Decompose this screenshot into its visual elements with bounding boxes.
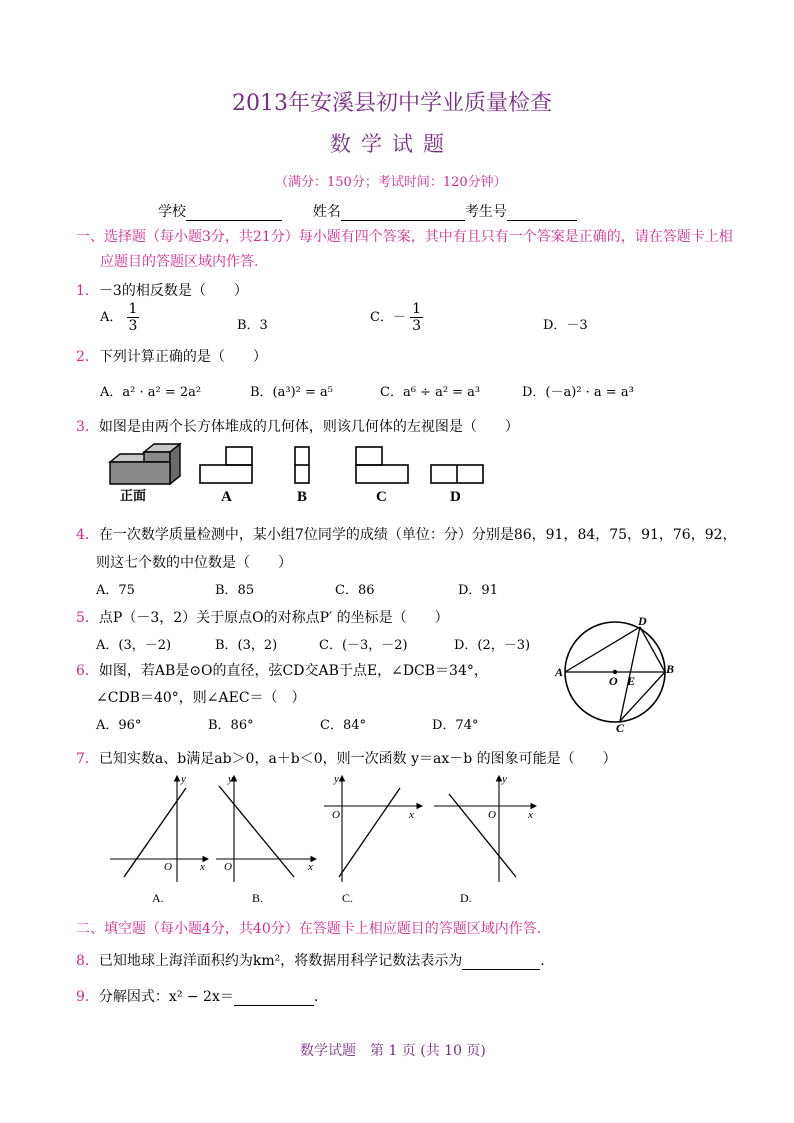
question-text: 已知实数a、b满足ab＞0，a＋b＜0，则一次函数 y＝ax－b 的图象可能是（ ） bbox=[98, 751, 617, 767]
q6-option-c: C．84° bbox=[320, 718, 366, 733]
q5-option-c: C．(－3，－2) bbox=[319, 638, 408, 653]
label-e: E bbox=[627, 674, 636, 688]
q7-graphs bbox=[104, 772, 544, 910]
q6-circle-figure bbox=[552, 612, 684, 736]
question-end: . bbox=[313, 989, 319, 1005]
q4-option-c: C．86 bbox=[335, 583, 375, 598]
label-d: D bbox=[638, 614, 647, 628]
question-9 bbox=[76, 986, 318, 1006]
axis-y-label: y bbox=[334, 773, 339, 785]
graph-b-label: B. bbox=[252, 891, 264, 905]
q5-option-d: D．(2，－3) bbox=[454, 638, 531, 653]
exam-no-field[interactable] bbox=[507, 206, 577, 221]
question-5 bbox=[76, 607, 449, 627]
question-text: 已知地球上海洋面积约为km²，将数据用科学记数法表示为 bbox=[98, 953, 463, 969]
exam-meta: （满分：150分；考试时间：120分钟） bbox=[275, 175, 507, 190]
q2-option-a: A．a² · a² = 2a² bbox=[100, 385, 202, 400]
graph-c-label: C. bbox=[342, 891, 354, 905]
student-info-row bbox=[158, 201, 577, 221]
origin-label: O bbox=[488, 809, 496, 821]
page-footer: 数学试题 第 1 页 (共 10 页) bbox=[300, 1043, 486, 1059]
name-field[interactable] bbox=[341, 206, 465, 221]
question-number: 4． bbox=[76, 527, 99, 543]
question-end: . bbox=[540, 953, 545, 969]
section2-heading: 二、填空题（每小题4分，共40分）在答题卡上相应题目的答题区域内作答. bbox=[76, 921, 542, 937]
option-label: C．－ bbox=[370, 310, 406, 325]
question-number: 6． bbox=[76, 663, 99, 679]
question-text: －3的相反数是（ ） bbox=[98, 283, 248, 299]
axis-x-label: x bbox=[409, 809, 414, 821]
origin-label: O bbox=[164, 861, 172, 873]
fraction: $\frac{1}{3}$ bbox=[412, 301, 422, 334]
graph-a bbox=[110, 776, 208, 882]
q2-option-b: B．(a³)² = a⁵ bbox=[250, 385, 333, 400]
q6-option-d: D．74° bbox=[432, 718, 479, 733]
section1-heading: 一、选择题（每小题3分，共21分）每小题有四个答案，其中有且只有一个答案是正确的，请在答题卡上相 bbox=[76, 229, 733, 245]
question-text: 点P（－3，2）关于原点O的对称点P′ 的坐标是（ ） bbox=[98, 610, 449, 626]
label-b: B bbox=[666, 662, 675, 676]
question-number: 5． bbox=[76, 610, 99, 626]
chord-db bbox=[640, 627, 665, 672]
page-subtitle: 数学试题 bbox=[330, 132, 454, 156]
option-b-figure bbox=[295, 447, 309, 483]
q1-option-b: B．3 bbox=[237, 318, 268, 333]
question-text: 下列计算正确的是（ ） bbox=[98, 349, 267, 365]
q1-option-c bbox=[370, 301, 423, 334]
school-field[interactable] bbox=[186, 206, 282, 221]
option-a-label: A bbox=[221, 489, 232, 505]
q1-option-a bbox=[100, 301, 139, 334]
q2-option-d: D．(－a)² · a = a³ bbox=[522, 385, 634, 400]
question-number: 7． bbox=[76, 751, 99, 767]
question-4-cont: 则这七个数的中位数是（ ） bbox=[96, 555, 292, 571]
question-4 bbox=[76, 524, 737, 544]
chord-ad bbox=[565, 627, 640, 672]
q4-option-d: D．91 bbox=[458, 583, 498, 598]
axis-x-label: x bbox=[200, 861, 205, 873]
origin-label: O bbox=[332, 809, 340, 821]
option-d-figure bbox=[431, 465, 483, 483]
origin-label: O bbox=[224, 861, 232, 873]
q4-option-a: A．75 bbox=[96, 583, 135, 598]
q6-option-a: A．96° bbox=[96, 718, 142, 733]
q6-option-b: B．86° bbox=[208, 718, 254, 733]
question-number: 9． bbox=[76, 989, 99, 1005]
question-7 bbox=[76, 748, 617, 768]
q1-option-d: D．－3 bbox=[543, 318, 588, 333]
q3-figure bbox=[100, 438, 500, 508]
q2-option-c: C．a⁶ ÷ a² = a³ bbox=[380, 385, 481, 400]
exam-no-label: 考生号 bbox=[464, 204, 507, 220]
question-8 bbox=[76, 950, 545, 970]
graph-d bbox=[434, 776, 536, 882]
q4-option-b: B．85 bbox=[215, 583, 255, 598]
axis-x-label: x bbox=[528, 809, 533, 821]
graph-d-label: D. bbox=[460, 891, 472, 905]
front-label: 正面 bbox=[120, 488, 147, 503]
graph-a-label: A. bbox=[152, 891, 164, 905]
question-number: 1． bbox=[76, 283, 99, 299]
option-b-label: B bbox=[297, 489, 308, 505]
option-label: A． bbox=[100, 310, 123, 325]
question-text: 如图是由两个长方体堆成的几何体，则该几何体的左视图是（ ） bbox=[98, 419, 519, 435]
question-number: 2． bbox=[76, 349, 99, 365]
question-3 bbox=[76, 416, 519, 436]
question-text: 如图，若AB是⊙O的直径，弦CD交AB于点E，∠DCB＝34°， bbox=[98, 663, 488, 679]
label-a: A bbox=[555, 665, 564, 679]
option-c-figure bbox=[356, 447, 408, 483]
question-1 bbox=[76, 280, 248, 300]
option-c-label: C bbox=[376, 489, 387, 505]
page-title: 2013年安溪县初中学业质量检查 bbox=[232, 91, 552, 116]
option-a-figure bbox=[200, 447, 252, 483]
axis-y-label: y bbox=[181, 773, 186, 785]
question-2 bbox=[76, 346, 267, 366]
question-6-cont: ∠CDB＝40°，则∠AEC＝（ ） bbox=[96, 690, 306, 706]
axis-y-label: y bbox=[502, 773, 507, 785]
school-label: 学校 bbox=[158, 204, 186, 220]
q5-option-b: B．(3，2) bbox=[215, 638, 278, 653]
q8-answer-blank[interactable] bbox=[462, 955, 540, 970]
q5-option-a: A．(3，－2) bbox=[96, 638, 172, 653]
label-o: O bbox=[609, 674, 618, 688]
graph-c bbox=[324, 776, 422, 882]
section1-heading-cont: 应题目的答题区域内作答. bbox=[100, 254, 259, 270]
axis-x-label: x bbox=[308, 861, 313, 873]
question-number: 3． bbox=[76, 419, 99, 435]
question-6 bbox=[76, 660, 488, 680]
q9-answer-blank[interactable] bbox=[234, 991, 314, 1006]
name-label: 姓名 bbox=[312, 204, 341, 220]
fraction: $\frac{1}{3}$ bbox=[128, 301, 138, 334]
solid-figure bbox=[110, 444, 180, 484]
question-text: 在一次数学质量检测中，某小组7位同学的成绩（单位：分）分别是86，91，84，75，91，76，92， bbox=[98, 527, 737, 543]
option-d-label: D bbox=[450, 489, 461, 505]
question-text: 分解因式：x² − 2x＝ bbox=[98, 989, 234, 1005]
question-number: 8． bbox=[76, 953, 99, 969]
label-c: C bbox=[616, 721, 625, 735]
axis-y-label: y bbox=[228, 773, 233, 785]
